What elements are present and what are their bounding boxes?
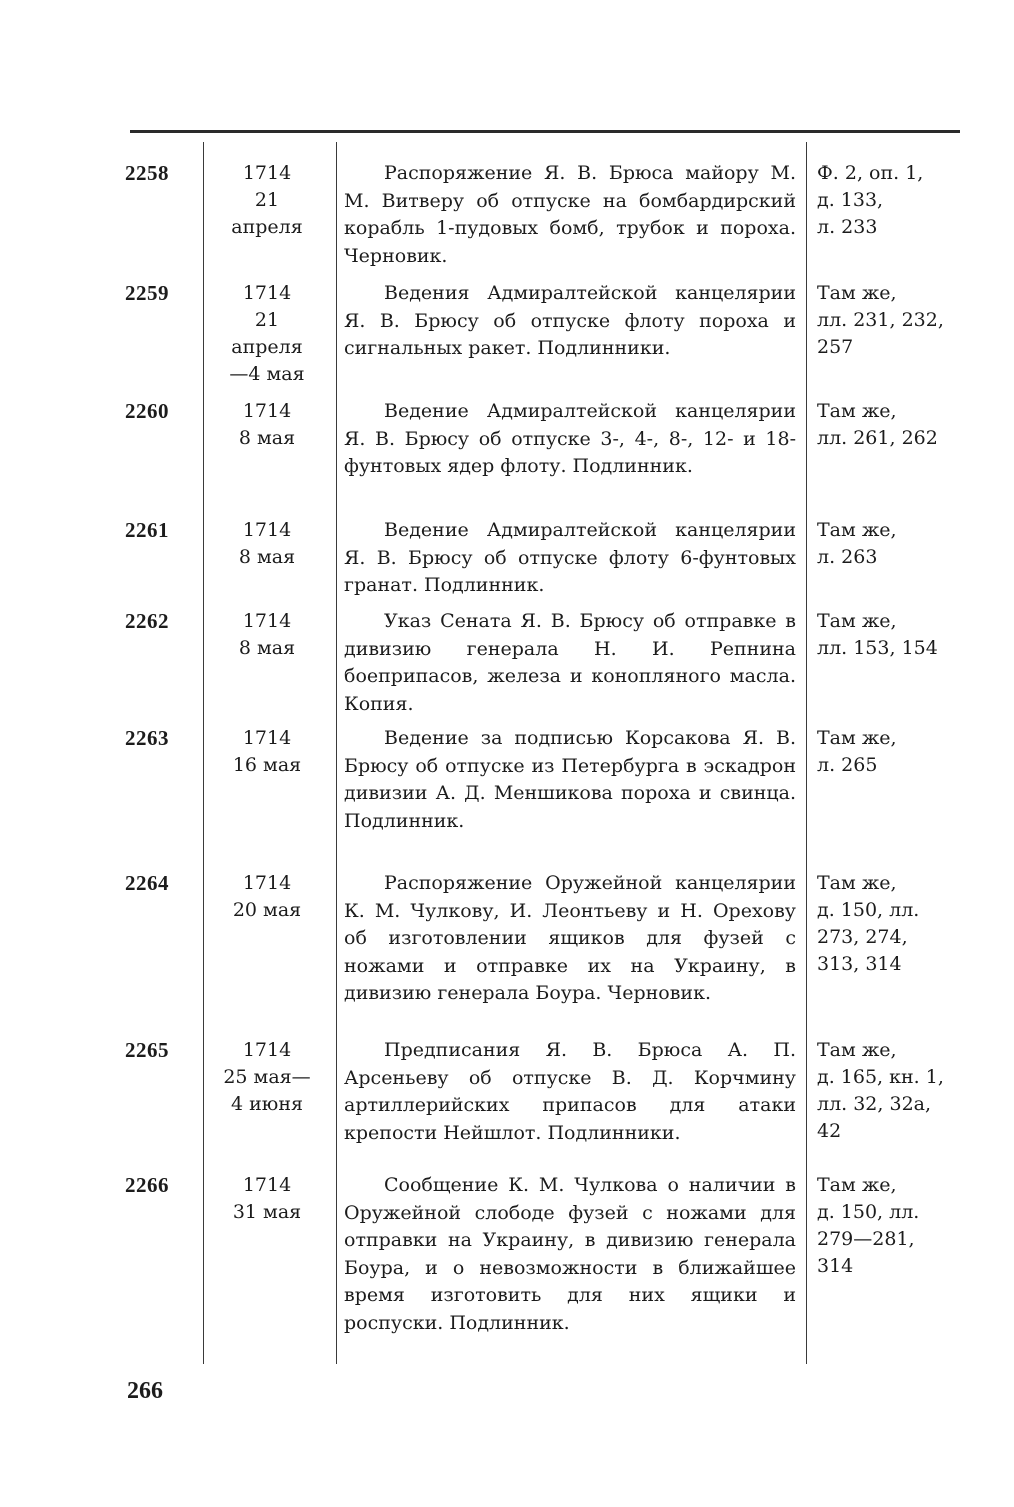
reference-line: 42 xyxy=(817,1120,842,1142)
date-line: апреля xyxy=(231,216,303,238)
entry-number: 2262 xyxy=(125,609,169,633)
reference-line: Там же, xyxy=(817,1039,897,1061)
reference-line: Там же, xyxy=(817,519,897,541)
date-line: —4 мая xyxy=(229,363,305,385)
page-number: 266 xyxy=(127,1378,163,1404)
reference-line: 313, 314 xyxy=(817,953,902,975)
entry-reference xyxy=(817,398,967,452)
reference-line: 314 xyxy=(817,1255,854,1277)
entry-date xyxy=(206,608,328,662)
column-divider xyxy=(203,142,204,1364)
entry-reference xyxy=(817,160,967,241)
entry-description: Ведения Адмиралтейской канцелярии Я. В. Брюсу об отпуске флоту пороха и сигнальных ракет. Подлинники. xyxy=(344,282,796,359)
entry-date xyxy=(206,1172,328,1226)
entry-number: 2264 xyxy=(125,871,169,895)
date-line: апреля xyxy=(231,336,303,358)
date-line: 31 мая xyxy=(232,1201,302,1223)
reference-line: д. 150, лл. xyxy=(817,899,920,921)
reference-line: Там же, xyxy=(817,400,897,422)
reference-line: Там же, xyxy=(817,872,897,894)
date-line: 1714 xyxy=(242,872,292,894)
entry-description: Ведение за подписью Корсакова Я. В. Брюсу об отпуске из Петербурга в эскадрон дивизии А. Д. Меншикова пороха и свинца. Подлинник. xyxy=(344,727,796,832)
entry-reference xyxy=(817,280,967,361)
reference-line: 257 xyxy=(817,336,854,358)
date-line: 4 июня xyxy=(231,1093,303,1115)
entry-number: 2258 xyxy=(125,161,169,185)
reference-line: лл. 153, 154 xyxy=(817,637,938,659)
reference-line: л. 265 xyxy=(817,754,878,776)
entry-description: Указ Сената Я. В. Брюсу об отправке в дивизию генерала Н. И. Репнина боеприпасов, железа и конопляного масла. Копия. xyxy=(344,610,796,715)
reference-line: 279—281, xyxy=(817,1228,915,1250)
entry-date xyxy=(206,160,328,241)
date-line: 8 мая xyxy=(238,637,296,659)
entry-number: 2266 xyxy=(125,1173,169,1197)
date-line: 8 мая xyxy=(238,427,296,449)
entry-description: Распоряжение Оружейной канцелярии К. М. Чулкову, И. Леонтьеву и Н. Орехову об изготовлении ящиков для фузей с ножами и отправке их на Украину, в дивизию генерала Боура. Черновик. xyxy=(344,872,796,1004)
entry-date xyxy=(206,398,328,452)
date-line: 1714 xyxy=(242,162,292,184)
date-line: 1714 xyxy=(242,610,292,632)
reference-line: Там же, xyxy=(817,610,897,632)
reference-line: Там же, xyxy=(817,1174,897,1196)
entry-reference xyxy=(817,870,967,978)
entry-date xyxy=(206,1037,328,1118)
date-line: 1714 xyxy=(242,400,292,422)
entry-number: 2260 xyxy=(125,399,169,423)
date-line: 1714 xyxy=(242,727,292,749)
entry-description: Предписания Я. В. Брюса А. П. Арсеньеву об отпуске В. Д. Корчмину артиллерийских припасов для атаки крепости Нейшлот. Подлинники. xyxy=(344,1039,796,1144)
reference-line: лл. 32, 32а, xyxy=(817,1093,932,1115)
entry-date xyxy=(206,517,328,571)
entry-date xyxy=(206,280,328,388)
entry-date xyxy=(206,725,328,779)
reference-line: Там же, xyxy=(817,282,897,304)
reference-line: лл. 261, 262 xyxy=(817,427,938,449)
date-line: 8 мая xyxy=(238,546,296,568)
entry-date xyxy=(206,870,328,924)
top-rule xyxy=(130,130,960,133)
date-line: 1714 xyxy=(242,1174,292,1196)
date-line: 20 мая xyxy=(232,899,302,921)
date-line: 21 xyxy=(254,189,280,211)
reference-line: л. 233 xyxy=(817,216,878,238)
reference-line: д. 165, кн. 1, xyxy=(817,1066,944,1088)
entry-reference xyxy=(817,1037,967,1145)
entry-number: 2263 xyxy=(125,726,169,750)
entry-number: 2265 xyxy=(125,1038,169,1062)
entry-description: Ведение Адмиралтейской канцелярии Я. В. Брюсу об отпуске 3-, 4-, 8-, 12- и 18-фунтовых ядер флоту. Подлинник. xyxy=(344,400,796,477)
entry-description: Ведение Адмиралтейской канцелярии Я. В. Брюсу об отпуске флоту 6-фунтовых гранат. Подлинник. xyxy=(344,519,796,596)
reference-line: 273, 274, xyxy=(817,926,908,948)
date-line: 25 мая— xyxy=(223,1066,311,1088)
date-line: 21 xyxy=(254,309,280,331)
reference-line: Ф. 2, оп. 1, xyxy=(817,162,924,184)
entry-description: Распоряжение Я. В. Брюса майору М. М. Витверу об отпуске на бомбардирский корабль 1-пудовых бомб, трубок и пороха. Черновик. xyxy=(344,162,796,267)
entry-reference xyxy=(817,725,967,779)
reference-line: Там же, xyxy=(817,727,897,749)
date-line: 1714 xyxy=(242,1039,292,1061)
entry-reference xyxy=(817,1172,967,1280)
date-line: 16 мая xyxy=(232,754,302,776)
date-line: 1714 xyxy=(242,282,292,304)
entry-reference xyxy=(817,608,967,662)
entry-reference xyxy=(817,517,967,571)
column-divider xyxy=(806,142,807,1364)
date-line: 1714 xyxy=(242,519,292,541)
reference-line: д. 150, лл. xyxy=(817,1201,920,1223)
entry-description: Сообщение К. М. Чулкова о наличии в Оружейной слободе фузей с ножами для отправки на Украину, в дивизию генерала Боура, и о невозможности в ближайшее время изготовить для них ящики и роспуски. Подлинник. xyxy=(344,1174,796,1334)
reference-line: лл. 231, 232, xyxy=(817,309,944,331)
entry-number: 2261 xyxy=(125,518,169,542)
entry-number: 2259 xyxy=(125,281,169,305)
reference-line: д. 133, xyxy=(817,189,884,211)
reference-line: л. 263 xyxy=(817,546,878,568)
column-divider xyxy=(336,142,337,1364)
